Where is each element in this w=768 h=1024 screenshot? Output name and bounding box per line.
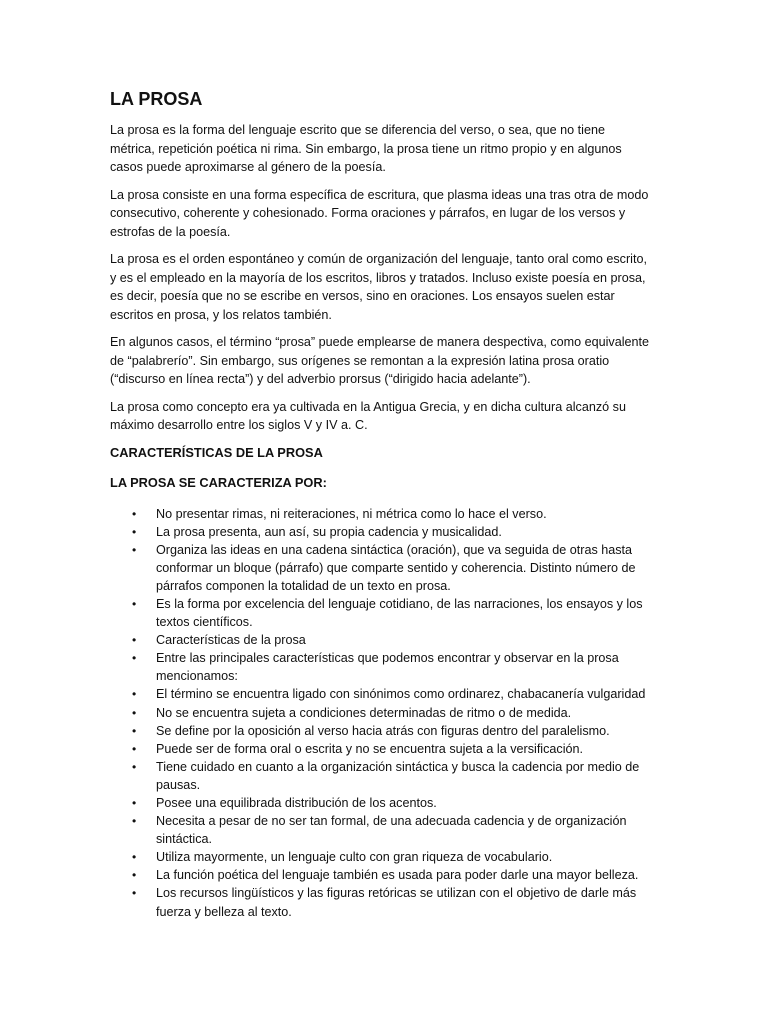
bullet-icon: • bbox=[132, 759, 137, 774]
paragraph-form: La prosa consiste en una forma específica de escritura, que plasma ideas una tras otra de modo consecutivo, coherente y cohesionado. Forma oraciones y párrafos, en lugar de los versos y estrofas de la poesía. bbox=[110, 187, 649, 239]
list-item-text: Tiene cuidado en cuanto a la organización sintáctica y busca la cadencia por medio de pausas. bbox=[156, 759, 640, 792]
bullet-icon: • bbox=[132, 524, 137, 539]
list-item bbox=[110, 704, 650, 722]
list-item-text: No se encuentra sujeta a condiciones determinadas de ritmo o de medida. bbox=[156, 705, 572, 720]
list-item bbox=[110, 884, 650, 920]
list-item bbox=[110, 866, 650, 884]
bullet-icon: • bbox=[132, 705, 137, 720]
page-title: LA PROSA bbox=[110, 89, 203, 109]
list-item-text: Los recursos lingüísticos y las figuras retóricas se utilizan con el objetivo de darle más fuerza y belleza al texto. bbox=[156, 886, 637, 919]
list-item-text: La función poética del lenguaje también es usada para poder darle una mayor belleza. bbox=[156, 868, 639, 883]
bullet-icon: • bbox=[132, 506, 137, 521]
list-item-text: El término se encuentra ligado con sinónimos como ordinarez, chabacanería vulgaridad bbox=[156, 687, 646, 702]
bullet-icon: • bbox=[132, 796, 137, 810]
section-heading: CARACTERÍSTICAS DE LA PROSA bbox=[110, 444, 323, 460]
list-item bbox=[110, 722, 650, 740]
document-page bbox=[110, 88, 650, 921]
characteristics-list bbox=[110, 505, 650, 921]
paragraph-origin: En algunos casos, el término “prosa” puede emplearse de manera despectiva, como equivalente de “palabrerío”. Sin embargo, sus orígenes se remontan a la expresión latina prosa oratio (“discurso en línea recta”) y del adverbio prorsus (“dirigido hacia adelante”). bbox=[110, 335, 650, 386]
list-item bbox=[110, 505, 650, 523]
list-item bbox=[110, 631, 650, 649]
list-item-text: La prosa presenta, aun así, su propia cadencia y musicalidad. bbox=[156, 524, 502, 539]
bullet-icon: • bbox=[132, 687, 137, 702]
list-item-text: Organiza las ideas en una cadena sintáctica (oración), que va seguida de otras hasta conformar un bloque (párrafo) que comparte sentido y coherencia. Distinto número de párrafos componen la totalidad de un texto en prosa. bbox=[156, 542, 636, 593]
list-item-text: Necesita a pesar de no ser tan formal, de una adecuada cadencia y de organización sintáctica. bbox=[156, 814, 627, 847]
bullet-icon: • bbox=[132, 886, 137, 901]
bullet-icon: • bbox=[132, 868, 137, 883]
paragraph-order: La prosa es el orden espontáneo y común de organización del lenguaje, tanto oral como escrito, y es el empleado en la mayoría de los escritos, libros y tratados. Incluso existe poesía en prosa, es decir, poesía que no se escribe en versos, sino en oraciones. Los ensayos suelen estar escritos en prosa, y los relatos también. bbox=[110, 252, 647, 322]
list-item bbox=[110, 523, 650, 541]
bullet-icon: • bbox=[132, 850, 137, 865]
list-item bbox=[110, 595, 650, 631]
list-item-text: Es la forma por excelencia del lenguaje cotidiano, de las narraciones, los ensayos y los textos científicos. bbox=[156, 596, 643, 630]
bullet-icon: • bbox=[132, 723, 137, 738]
list-item bbox=[110, 848, 650, 866]
list-item-text: Características de la prosa bbox=[156, 633, 306, 648]
list-item-text: Posee una equilibrada distribución de los acentos. bbox=[156, 796, 437, 810]
bullet-icon: • bbox=[132, 741, 137, 756]
list-item bbox=[110, 794, 650, 812]
paragraph-history: La prosa como concepto era ya cultivada en la Antigua Grecia, y en dicha cultura alcanzó su máximo desarrollo entre los siglos V y IV a. C. bbox=[110, 399, 626, 432]
list-item bbox=[110, 541, 650, 595]
bullet-icon: • bbox=[132, 814, 137, 829]
list-item bbox=[110, 649, 650, 685]
list-item-text: No presentar rimas, ni reiteraciones, ni métrica como lo hace el verso. bbox=[156, 506, 547, 521]
list-heading: LA PROSA SE CARACTERIZA POR: bbox=[110, 475, 327, 490]
list-item bbox=[110, 812, 650, 848]
list-item bbox=[110, 740, 650, 758]
list-item-text: Utiliza mayormente, un lenguaje culto con gran riqueza de vocabulario. bbox=[156, 850, 553, 865]
list-item-text: Entre las principales características que podemos encontrar y observar en la prosa mencionamos: bbox=[156, 651, 619, 684]
list-item-text: Puede ser de forma oral o escrita y no se encuentra sujeta a la versificación. bbox=[156, 741, 584, 756]
paragraph-definition: La prosa es la forma del lenguaje escrito que se diferencia del verso, o sea, que no tiene métrica, repetición poética ni rima. Sin embargo, la prosa tiene un ritmo propio y en algunos casos puede aproximarse al género de la poesía. bbox=[110, 123, 622, 174]
bullet-icon: • bbox=[132, 633, 137, 648]
bullet-icon: • bbox=[132, 542, 137, 557]
bullet-icon: • bbox=[132, 651, 137, 666]
list-item bbox=[110, 685, 650, 703]
list-item-text: Se define por la oposición al verso hacia atrás con figuras dentro del paralelismo. bbox=[156, 723, 610, 738]
list-item bbox=[110, 758, 650, 794]
bullet-icon: • bbox=[132, 596, 137, 611]
